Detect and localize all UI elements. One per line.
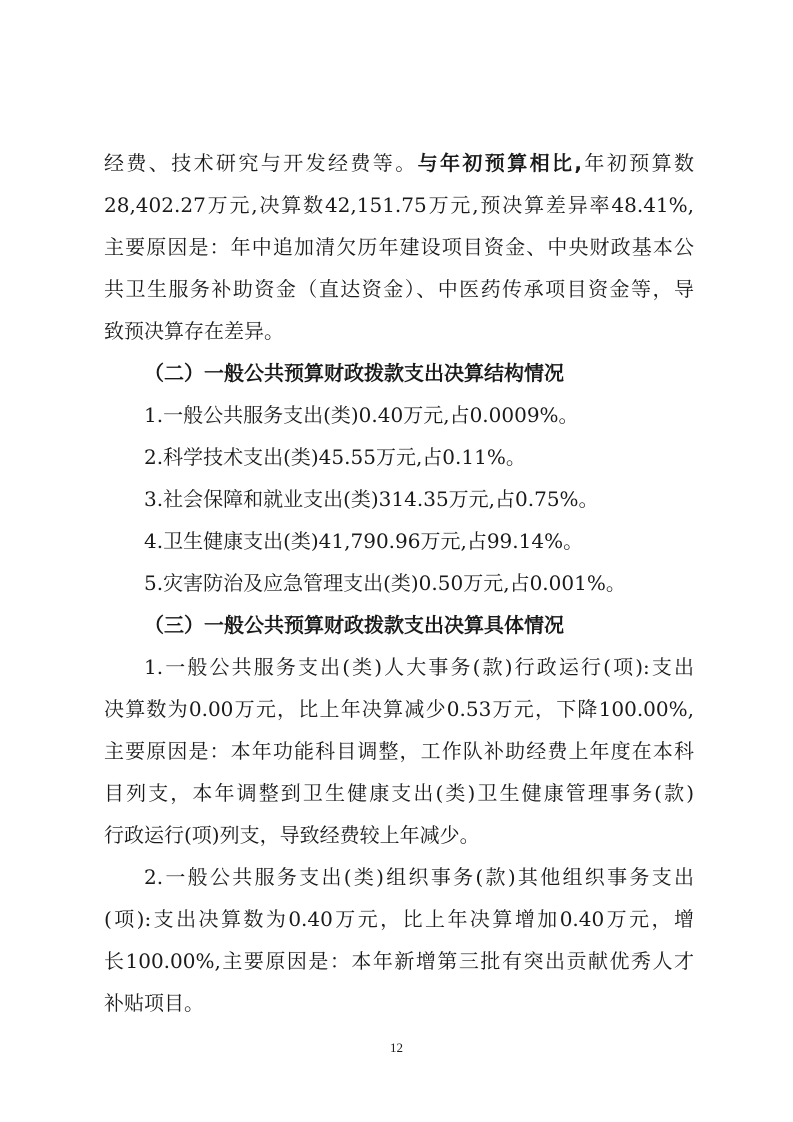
text-span: 年初预算数 [582, 151, 694, 175]
text-span: 经费、技术研究与开发经费等。 [104, 151, 418, 175]
paragraph-line: 决算数为0.00万元，比上年决算减少0.53万元，下降100.00%, [104, 697, 694, 721]
paragraph-line: 1.一般公共服务支出(类)人大事务(款)行政运行(项):支出 [144, 655, 694, 679]
paragraph-line: (项):支出决算数为0.40万元，比上年决算增加0.40万元，增 [104, 907, 694, 931]
paragraph-line: 主要原因是：本年功能科目调整，工作队补助经费上年度在本科 [104, 739, 694, 763]
list-item: 1.一般公共服务支出(类)0.40万元,占0.0009%。 [144, 403, 579, 427]
paragraph-line: 致预决算存在差异。 [104, 319, 284, 343]
section-heading: （二）一般公共预算财政拨款支出决算结构情况 [144, 361, 564, 385]
paragraph-line: 主要原因是：年中追加清欠历年建设项目资金、中央财政基本公 [104, 235, 694, 259]
section-heading: （三）一般公共预算财政拨款支出决算具体情况 [144, 613, 564, 637]
paragraph-line: 行政运行(项)列支，导致经费较上年减少。 [104, 823, 480, 847]
page-number: 12 [390, 1040, 403, 1055]
paragraph-line [104, 141, 694, 185]
bold-text-span: 与年初预算相比, [417, 151, 583, 175]
list-item: 2.科学技术支出(类)45.55万元,占0.11%。 [144, 445, 526, 469]
list-item: 4.卫生健康支出(类)41,790.96万元,占99.14%。 [144, 529, 584, 553]
paragraph-line: 共卫生服务补助资金（直达资金）、中医药传承项目资金等，导 [104, 277, 694, 301]
paragraph-line: 28,402.27万元,决算数42,151.75万元,预决算差异率48.41%, [104, 193, 694, 217]
paragraph-line: 2.一般公共服务支出(类)组织事务(款)其他组织事务支出 [144, 865, 694, 889]
list-item: 3.社会保障和就业支出(类)314.35万元,占0.75%。 [144, 487, 599, 511]
paragraph-line: 补贴项目。 [104, 991, 204, 1015]
paragraph-line: 长100.00%,主要原因是：本年新增第三批有突出贡献优秀人才 [104, 949, 694, 973]
list-item: 5.灾害防治及应急管理支出(类)0.50万元,占0.001%。 [144, 571, 626, 595]
paragraph-line: 目列支，本年调整到卫生健康支出(类)卫生健康管理事务(款) [104, 781, 694, 805]
